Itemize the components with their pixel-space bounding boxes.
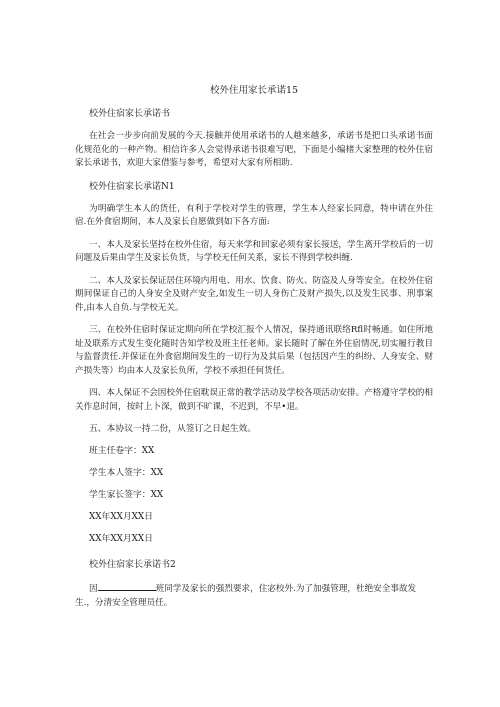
date-line-2: XX年XX月XX日 <box>89 534 153 544</box>
signature-student: 学生本人签字：XX <box>89 468 164 478</box>
paragraph-clause-2: 二、本人及家长保证居住环境内用电、用水、饮食、防火、防盗及人身等安全。在校外住宿期间保证自己的人身安全及财产安全,如发生一切人身伤亡及财产损失,以及发生民事、刑事案件,由本人自负.与学校无关。 <box>75 275 433 313</box>
paragraph-clause-3: 三、在校外住宿时保证定期向所在学校汇报个人情况，保持通讯联络Rfl时畅通。如住所地址及联系方式发生变化随时告知学校及班主任老师。家长随时了解在外住宿情况,切实履行教目与监督责任.并保证在外食宿期间发生的一切行为及其后果（包括因产生的纠纷、人身安全、财产损失等）均由本人及家长负所，学校不承担任何货任。 <box>75 325 433 376</box>
section-heading-2: 校外住宿家长承诺N1 <box>89 181 175 192</box>
paragraph-section-3 <box>75 581 433 610</box>
paragraph-section-3-rest: 班同学及家长的强烈要求，住宓校外.为了加强管理，杜绝安全事故发生.，分清安全管理员任。 <box>75 584 417 608</box>
paragraph-clause-4: 四、本人保证不会因校外住宿耽误正常的教学活动及学校各项活动安排。产格遵守学校的相关作息时间，按时上卜深，做到不旷课，不迟到，不早•退。 <box>75 388 433 412</box>
signature-teacher: 班主任卷字：XX <box>89 446 155 456</box>
section-heading-1: 校外住宿家长承诺书 <box>89 109 171 119</box>
paragraph-section-3-start: 因 <box>89 584 98 594</box>
section-heading-3: 校外住宿家长承诺书2 <box>89 560 176 570</box>
intro-paragraph: 在社会一步步向前发展的今天.接触并使用承诺书的人越来越多，承诺书是把口头承诺书面化规范化的一种产物。相信许多人会觉得承诺书很难写吧，下面是小编楮大家整理的校外住宿家长承诺书，欢迎大家借鉴与参考，希望对大家有所相助. <box>75 131 433 168</box>
paragraph-purpose: 为明确学生本人的货任，有利于学校对学生的管理，学生本人经家长同意，特申请在外住宿.在外食宿期间，本人及家长自愿做到如下各方面: <box>75 203 433 227</box>
document-page <box>75 84 433 610</box>
fill-in-blank <box>98 581 156 591</box>
date-line-1: XX年XX月XX日 <box>89 512 153 522</box>
paragraph-clause-1: 一、本人及家长坚持在校外住宿，每天来学和回家必须有家长接送，学生离开学校后的一切问题及后果由学生及家长负货，与学校无任何关系，家长不得到学校纠缠. <box>75 239 433 263</box>
document-title: 校外住用家长承诺15 <box>209 85 299 96</box>
signature-parent: 学生家长签字：XX <box>89 490 164 500</box>
paragraph-clause-5: 五、本协议一持二份，从签订之日起生效。 <box>89 424 257 434</box>
